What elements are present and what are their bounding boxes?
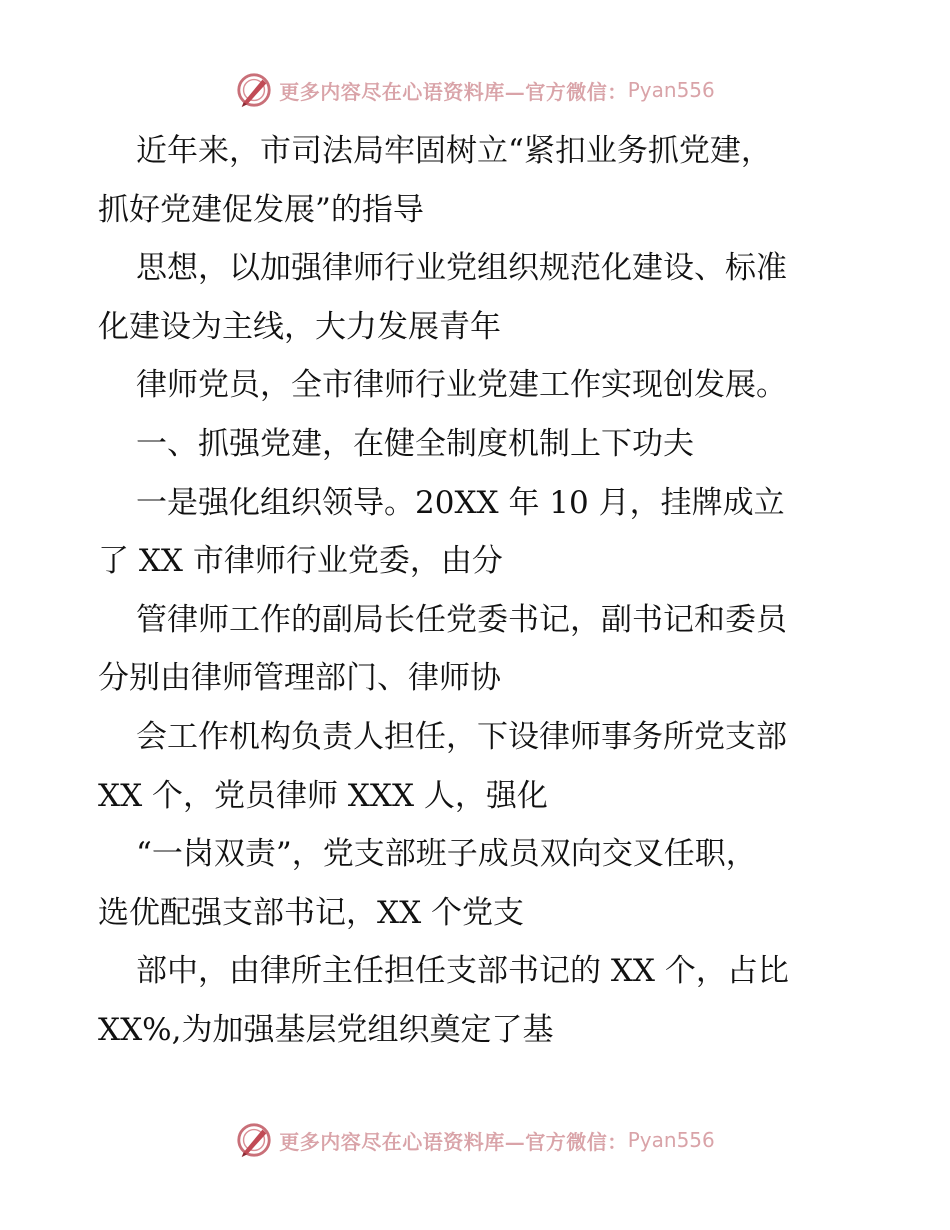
text-line: 部中，由律所主任担任支部书记的 XX 个，占比	[136, 953, 789, 990]
text-line: 化建设为主线，大力发展青年	[98, 308, 501, 345]
text-line: 律师党员，全市律师行业党建工作实现创发展。	[136, 367, 787, 404]
pen-circle-logo-icon	[235, 71, 273, 109]
text-line: 思想，以加强律师行业党组织规范化建设、标准	[136, 250, 787, 287]
text-line: 一、抓强党建，在健全制度机制上下功夫	[136, 425, 694, 462]
footer-watermark	[0, 1118, 950, 1162]
text-line: 管律师工作的副局长任党委书记，副书记和委员	[136, 601, 787, 638]
watermark-contact: Pyan556	[627, 1128, 715, 1152]
watermark-text: 更多内容尽在心语资料库—官方微信：	[279, 1129, 628, 1154]
document-body	[98, 122, 868, 1060]
text-line: 了 XX 市律师行业党委，由分	[98, 543, 503, 580]
text-line: 近年来，市司法局牢固树立“紧扣业务抓党建，	[136, 133, 772, 169]
text-line: 选优配强支部书记，XX 个党支	[98, 894, 524, 931]
watermark-text: 更多内容尽在心语资料库—官方微信：	[279, 79, 628, 104]
pen-circle-logo-icon	[235, 1121, 273, 1159]
text-line: “一岗双责”，党支部班子成员双向交叉任职，	[136, 836, 757, 873]
text-line: XX 个，党员律师 XXX 人，强化	[98, 777, 548, 814]
text-line: 会工作机构负责人担任，下设律师事务所党支部	[136, 718, 787, 755]
text-line: 一是强化组织领导。20XX 年 10 月，挂牌成立	[136, 484, 785, 521]
watermark-contact: Pyan556	[627, 78, 715, 102]
text-line: XX%,为加强基层党组织奠定了基	[98, 1011, 554, 1048]
text-line: 抓好党建促发展”的指导	[98, 191, 424, 228]
header-watermark	[0, 68, 950, 112]
text-line: 分别由律师管理部门、律师协	[98, 660, 501, 697]
